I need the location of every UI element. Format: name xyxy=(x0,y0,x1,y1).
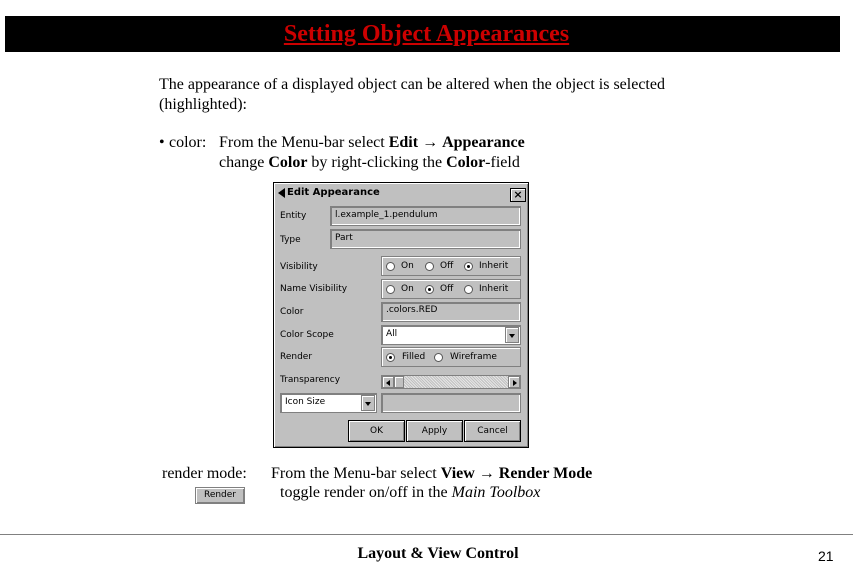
menu-edit: Edit xyxy=(388,134,419,151)
name-visibility-on-radio[interactable] xyxy=(386,285,395,294)
color-field-word: Color xyxy=(446,154,486,171)
color-item-line2-post: -field xyxy=(485,154,520,171)
slider-thumb[interactable] xyxy=(394,376,404,388)
color-item-line2-mid: by right-clicking the xyxy=(307,154,447,171)
color-word: Color xyxy=(268,154,308,171)
render-group xyxy=(381,347,521,367)
menu-view: View xyxy=(440,465,475,482)
render-wireframe-radio[interactable] xyxy=(434,353,443,362)
icon-size-field[interactable] xyxy=(381,393,521,413)
visibility-group xyxy=(381,256,521,276)
name-visibility-off-radio[interactable] xyxy=(425,285,434,294)
main-toolbox-text: Main Toolbox xyxy=(451,484,541,501)
color-field[interactable]: .colors.RED xyxy=(381,302,521,322)
name-visibility-inherit-label: Inherit xyxy=(479,284,509,294)
slider-left-button[interactable] xyxy=(382,376,394,388)
chevron-down-icon xyxy=(509,334,515,338)
dialog-close-button[interactable]: × xyxy=(510,188,526,202)
render-item-label: render mode: xyxy=(162,465,247,482)
arrow-symbol: → xyxy=(422,134,439,151)
render-item-line-1 xyxy=(271,464,592,484)
type-field[interactable]: Part xyxy=(330,229,521,249)
color-item-bullet: • xyxy=(159,134,165,151)
color-label: Color xyxy=(280,307,304,317)
icon-size-value: Icon Size xyxy=(285,397,326,407)
chevron-right-icon xyxy=(513,380,517,386)
color-item-line-2 xyxy=(219,153,520,173)
visibility-label: Visibility xyxy=(280,262,318,272)
render-item-line2-pre: toggle render on/off in the xyxy=(280,484,452,501)
page-number: 21 xyxy=(818,548,834,564)
color-scope-value: All xyxy=(386,329,398,339)
slide-title: Setting Object Appearances xyxy=(283,21,570,47)
edit-appearance-dialog xyxy=(273,182,529,448)
icon-size-dropdown-button[interactable] xyxy=(361,395,375,411)
slider-right-button[interactable] xyxy=(508,376,520,388)
name-visibility-group xyxy=(381,279,521,299)
visibility-off-radio[interactable] xyxy=(425,262,434,271)
footer-title: Layout & View Control xyxy=(357,545,519,562)
color-item-line2-pre: change xyxy=(219,154,269,171)
visibility-on-radio[interactable] xyxy=(386,262,395,271)
visibility-inherit-radio[interactable] xyxy=(464,262,473,271)
intro-line-1: The appearance of a displayed object can be altered when the object is selected xyxy=(159,76,665,93)
render-filled-radio[interactable] xyxy=(386,353,395,362)
render-item-line1-pre: From the Menu-bar select xyxy=(271,465,441,482)
color-item-line1-pre: From the Menu-bar select xyxy=(219,134,389,151)
apply-button[interactable]: Apply xyxy=(406,420,463,442)
cancel-button[interactable]: Cancel xyxy=(464,420,521,442)
name-visibility-on-label: On xyxy=(401,284,414,294)
name-visibility-off-label: Off xyxy=(440,284,454,294)
render-toggle-button[interactable]: Render xyxy=(195,487,245,504)
entity-label: Entity xyxy=(280,211,307,221)
footer-divider xyxy=(0,534,853,535)
color-item-label: color: xyxy=(169,134,207,151)
render-filled-label: Filled xyxy=(402,352,426,362)
render-label: Render xyxy=(280,352,313,362)
menu-appearance: Appearance xyxy=(442,134,525,151)
type-label: Type xyxy=(280,235,301,245)
name-visibility-label: Name Visibility xyxy=(280,284,348,294)
render-wireframe-label: Wireframe xyxy=(450,352,497,362)
intro-line-2: (highlighted): xyxy=(159,96,247,113)
color-scope-label: Color Scope xyxy=(280,330,334,340)
chevron-left-icon xyxy=(386,380,390,386)
name-visibility-inherit-radio[interactable] xyxy=(464,285,473,294)
visibility-off-label: Off xyxy=(440,261,454,271)
chevron-down-icon xyxy=(365,402,371,406)
icon-size-select[interactable] xyxy=(280,393,377,413)
color-scope-dropdown-button[interactable] xyxy=(505,327,519,343)
arrow-symbol: → xyxy=(478,465,495,482)
color-item-line-1 xyxy=(219,133,525,153)
dialog-arrow-icon xyxy=(278,188,285,198)
visibility-on-label: On xyxy=(401,261,414,271)
visibility-inherit-label: Inherit xyxy=(479,261,509,271)
ok-button[interactable]: OK xyxy=(348,420,405,442)
color-scope-select[interactable] xyxy=(381,325,521,345)
transparency-slider[interactable] xyxy=(381,375,521,389)
dialog-title-bar xyxy=(277,186,525,201)
render-item-line-2 xyxy=(280,483,540,503)
entity-field[interactable]: l.example_1.pendulum xyxy=(330,206,521,226)
transparency-label: Transparency xyxy=(280,375,341,385)
slider-track[interactable] xyxy=(404,376,508,388)
dialog-title: Edit Appearance xyxy=(287,187,380,198)
menu-render-mode: Render Mode xyxy=(498,465,593,482)
